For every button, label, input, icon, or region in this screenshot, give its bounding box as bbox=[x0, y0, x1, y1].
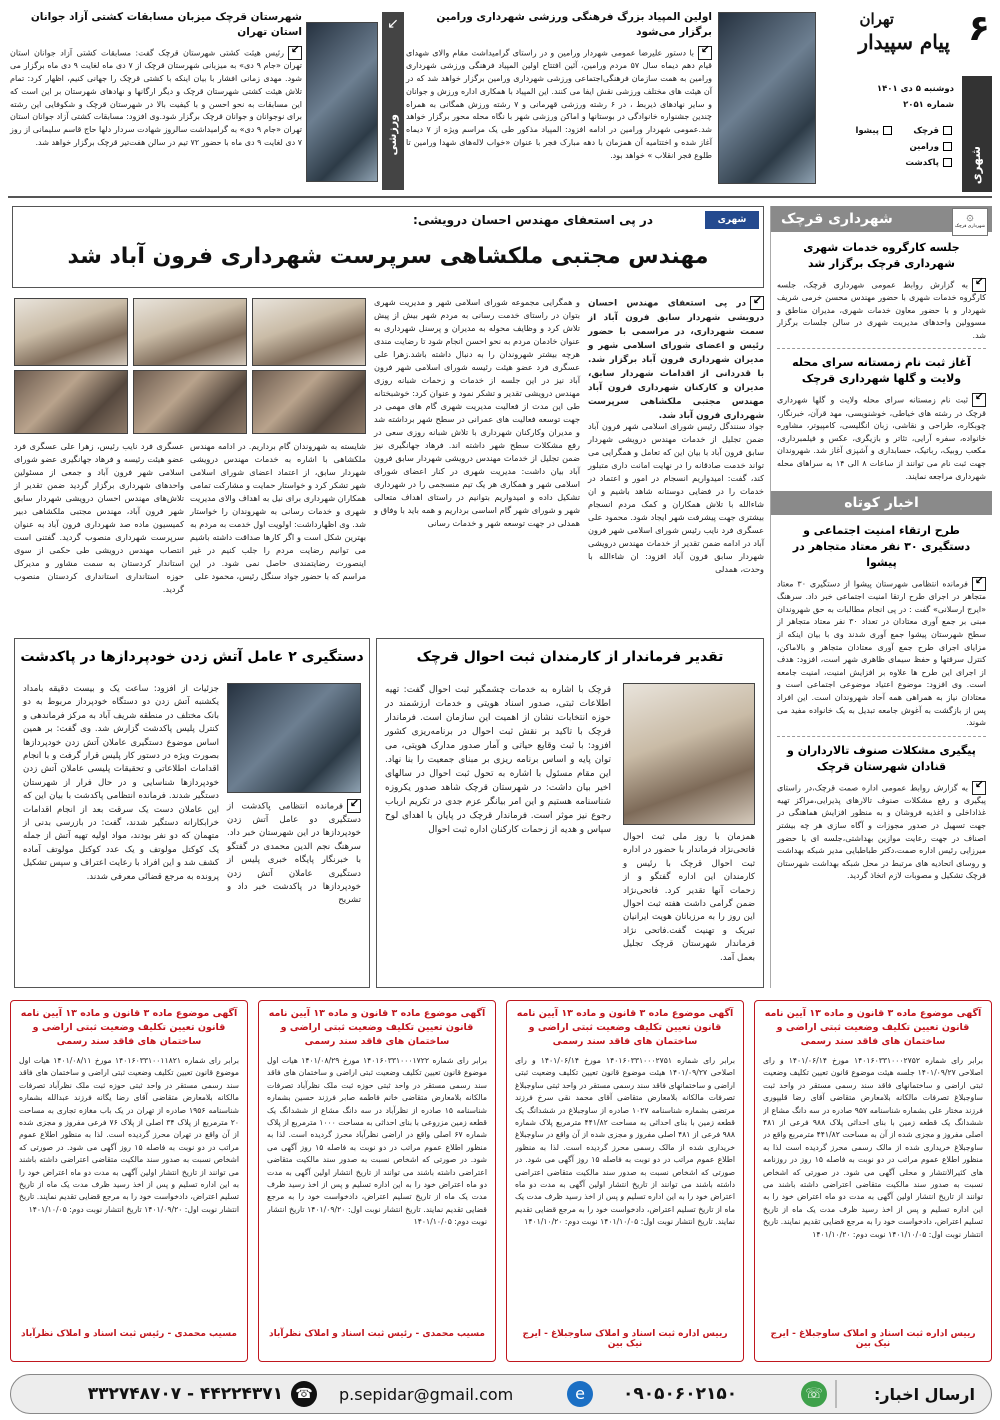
logo-top: تهران bbox=[859, 10, 894, 28]
main-lead: ↙در پی استعفای مهندس احسان درویشی شهردار سابق فرون آباد از سمت شهرداری، در مراسمی با حضور رئیس و اعضای شورای اسلامی شهر و مدیران شهرداری فرون آباد برگزار شد. با قدردانی از اقدامات شهردار سابق، مدیران و کارکنان شهرداری فرون آباد مهندس مجتبی ملکشاهی سرپرست شهرداری فرون آباد شد. bbox=[588, 296, 764, 416]
story-photo-man bbox=[718, 12, 816, 184]
top-story-2 bbox=[10, 10, 302, 190]
footer-sep bbox=[835, 1380, 837, 1408]
ads-row bbox=[10, 1000, 992, 1362]
story-body-left: جزئیات از افزود: ساعت یک و بیست دقیقه بامداد یکشنبه آتش زدن دو دستگاه خودپرداز مربوط به دو بانک مختلف در منطقه شریف آباد به مرکز فرماندهی و کنترل پلیس پاکدشت گزارش شد. وی گفت: بر همین اساس موضوع دستگیری عاملان آتش زدن خودپردازها بصورت ویژه در دستور کار پلیس قرار گرفت و با انجام اقدامات اطلاعاتی و تحقیقات پلیسی عاملان آتش زدن خودپردازها شناسایی و در حال فرار از شهرستان دستگیر شدند. فرمانده انتظامی پاکدشت با بیان این که این عاملان دست یک سرقت بعد از انجام اقدامات خرابکارانه دستگیر شدند، گفت: در بازرسی بدنی از متهمان که دو نفر بودند، مواد اولیه تهیه آتش از جمله یک کوکتل مولوتف و یک عدد کوکتل مولوتف آماده کشف شد و این افراد با رعایت اعتراف و سپس تشکیل پرونده به مرجع قضائی معرفی شدند. bbox=[23, 684, 219, 882]
story-arrest bbox=[14, 638, 370, 988]
meeting-photo bbox=[14, 370, 128, 434]
ad-title: آگهی موضوع ماده ۳ قانون و ماده ۱۳ آیین نامه قانون تعیین تکلیف وضعیت ثبتی اراضی و ساختمان های فاقد سند رسمی bbox=[20, 1008, 238, 1047]
city-item: پاکدشت bbox=[905, 158, 939, 168]
main-column-3: شایسته به شهروندان گام برداریم. در ادامه مهندس ملکشاهی با اشاره به خدمات مهندس درویشی شهردار سابق، از اعتماد اعضای شورای اسلامی شهر تشکر کرد و خواستار حمایت و مشارکت تمامی همکاران شهرداری برای نیل به اهداف والای مدیریت شهری و خدمات رسانی به شهروندان را خواستار شد. وی اظهارداشت: اولویت اول خدمت به مردم به بهترین شکل است و اگر کارها صداقت داشته باشیم می توانیم رضایت مردم را جلب کنیم در غیر اینصورت رضایتمندی حاصل نمی شود. در این مراسم که با حضور جواد سنگل رئیس، محمود علی bbox=[190, 441, 366, 581]
main-headline: مهندس مجتبی ملکشاهی سرپرست شهرداری فرون آباد شد bbox=[67, 244, 709, 269]
sidebar-item-title: طرح ارتقاء امنیت اجتماعی و دستگیری ۳۰ نفر معتاد متجاهر در پیشوا bbox=[792, 524, 971, 570]
sidebar-item-body: ↙به گزارش روابط عمومی شهرداری قرچک، جلسه کارگروه خدمات شهری با حضور مهندس محسن خرمی شریف شهردار و با حضور معاون خدمات شهری، مدیران مناطق و مسوولین واحدهای مدیریت شهری در سالن جلسات برگزار شد. bbox=[777, 278, 986, 342]
ad-signature: مسیب محمدی - رئیس ثبت اسناد و املاک نظرآباد bbox=[21, 1329, 237, 1339]
legal-ad bbox=[506, 1000, 744, 1362]
ad-body: برابر رای شماره ۱۴۰۱۶۰۳۳۱۰۰۰۲۷۵۲ مورخ ۱۴۰۱/۰۶/۱۴ و رای اصلاحی ۱۴۰۱/۰۹/۲۷ جلسه هیئت موضوع قانون تعیین تکلیف وضعیت ثبتی اراضی و ساختمانهای فاقد سند رسمی مستقر در واحد ثبت ساوجبلاغ تصرفات مالکانه بلامعارض متقاضی آقای رضا قلیپوری فرزند مختار علی بشماره شناسنامه ۹۵۷ صادره در سه دانگ مشاع از ششدانگ یک قطعه زمین با بنای احداثی پلاک ۹۸۸ فرعی از ۴۸۱ اصلی مفروز و مجزی شده از آن به مساحت ۴۴۱/۸۲ مترمربع واقع در ساوجبلاغ خریداری شده از مالک رسمی محرز گردیده است لذا به منظور اطلاع عموم مراتب در دو نوبت به فاصله ۱۵ روز در روزنامه های کثیرالانتشار و محلی آگهی می شود. در صورتی که اشخاص نسبت به صدور سند مالکیت متقاضی اعتراضی داشته باشند می توانند از تاریخ انتشار اولین آگهی به مدت دو ماه اعتراض خود را به این اداره تسلیم و پس از اخذ رسید ظرف مدت یک ماه از تاریخ تسلیم اعتراض، دادخواست خود را به مرجع قضایی تقدیم نمایند. تاریخ انتشار نوبت اول: ۱۴۰۱/۱۰/۰۵ نوبت دوم: ۱۴۰۱/۱۰/۲۰ bbox=[763, 1056, 983, 1239]
arrow-icon bbox=[347, 799, 361, 813]
divider bbox=[777, 736, 986, 737]
legal-ad bbox=[258, 1000, 496, 1362]
story-farmandar bbox=[376, 638, 764, 988]
issue-number: شماره ۲۰۵۱ bbox=[903, 100, 954, 110]
checkbox-icon bbox=[943, 142, 952, 151]
checkbox-icon bbox=[883, 126, 892, 135]
publish-date: دوشنبه ۵ دی ۱۴۰۱ bbox=[876, 84, 954, 94]
story-body-right: ↙فرمانده انتظامی پاکدشت از دستگیری دو عامل آتش زدن خودپردازها در این شهرستان خبر داد. سرهنگ نجم الدین محمدی در گفتگو با خبرنگار پایگاه خبری پلیس از دستگیری عاملان آتش زدن خودپردازها در پاکدشت خبر داد و تشریح bbox=[227, 799, 361, 981]
arrow-icon bbox=[750, 296, 764, 310]
kicker: در پی استعفای مهندس احسان درویشی: bbox=[413, 213, 653, 227]
meeting-photo bbox=[133, 298, 247, 366]
story-photo-visit bbox=[623, 683, 755, 825]
sport-tab-label: ورزشی bbox=[386, 114, 399, 156]
main-column-4: عسگری فرد نایب رئیس، زهرا علی عسگری فرد عضو هیئت رئیسه و فرهاد جهانگیری عضو شورای اسلامی شهر فرون آباد و جمعی از مسئولین واحدهای شهرداری برگزار گردید ضمن تقدیر از تلاش‌های مهندس احسان درویشی شهردار سابق شهر فرون آباد، مهندس مجتبی ملکشاهی دبیر کمیسیون ماده صد شهرداری فرون آباد به عنوان سرپرست شهرداری منصوب گردید. گفتنی است انتصاب مهندس درویشی طی حکمی از سوی استاندار کردستان به سمت مشاور و مدیرکل حوزه استانداری استانداری کردستان منصوب گردید. bbox=[14, 441, 184, 594]
phone-icon: ☎ bbox=[291, 1381, 317, 1407]
section-tab-city bbox=[962, 76, 992, 192]
footer-bar bbox=[10, 1374, 992, 1414]
municipality-logo: ۞ شهرداری قرچک bbox=[952, 208, 988, 236]
story-photo-atm bbox=[227, 683, 361, 793]
ad-title: آگهی موضوع ماده ۳ قانون و ماده ۱۳ آیین نامه قانون تعیین تکلیف وضعیت ثبتی اراضی و ساختمان های فاقد سند رسمی bbox=[268, 1008, 486, 1047]
arrow-icon bbox=[972, 278, 986, 292]
story-body: ↙با دستور علیرضا عمومی شهردار ورامین و در راستای گرامیداشت مقام والای شهدای قیام دهم دیماه سال ۵۷ مردم ورامین، آئین افتتاح اولین المپیاد فرهنگی ورزشی شهرداری ورامین به همت سازمان فرهنگی‌اجتماعی ورزشی شهرداری ورامین برگزار خواهد شد که در آن هیئت های مختلف ورزشی نقش ایفا می کنند. این المپیاد با همکاری اداره ورزش و جوانان و سایر نهادهای ذیربط ، در ۶ رشته ورزشی قهرمانی و ۷ رشته ورزش همگانی به همراه چندین جشنواره خانوادگی در بوستانها و اماکن ورزشی شهر با نگاه محله محور برگزار خواهد شد.عمومی شهردار ورامین در ادامه افزود: المپیاد مذکور طی یک مراسم ویژه از ۷ دیماه آغاز شده و اختتامیه آن همزمان با دهه مبارک فجر با عنوان «خواب لاله‌های شهدا ورامین تا طلوع فجر انقلاب » خواهد بود. bbox=[406, 46, 712, 163]
meeting-photo bbox=[14, 298, 128, 366]
page-number: ۶ bbox=[968, 8, 990, 49]
sidebar-item-body: ↙به گزارش روابط عمومی اداره صمت قرچک،در راستای پیگیری و رفع مشکلات صنوف تالارهای پذیرایی،مراکز تهیه غذاداخلی و اغذیه فروشان و به منظور افزایش هماهنگی در جهت تسهیل در صدور مجوزات و آگاه سازی هر چه بیشتر اصناف در جهت رعایت موازین بهداشتی،جلسه ای با حضور میرزایی رئیس اداره صمت،دکتر طباطبایی مدیر شبکه بهداشت و روسای اتحادیه های مرتبط در محل شبکه بهداشت شهرستان قرچک تشکیل و مصوبات لازم اتخاذ گردید. bbox=[777, 781, 986, 883]
sidebar-item-title: آغاز ثبت نام زمستانه سرای محله ولایت و گلها شهرداری قرچک bbox=[792, 356, 971, 386]
footer-phones: ۳۳۲۷۴۸۷۰۷ - ۴۴۲۲۴۳۷۱ bbox=[87, 1384, 283, 1404]
story-body-left: قرچک با اشاره به خدمات چشمگیر ثبت احوال گفت: تهیه اطلاعات ثبتی، صدور اسناد هویتی و خدمات ارزشمند در حوزه انتخابات نشان از اهمیت این سازمان است. فرماندار قرچک با تاکید بر نقش ثبت احوال در برنامه‌ریزی کشور افزود: با ثبت وقایع حیاتی و آمار صدور مدارک هویتی، می توان پایه و اساس برنامه ریزی بر مبنای جمعیت را بنا نهاد. این مقام مسئول با اشاره به تحول ثبت احوال در سالهای اخیر بیان داشت: در شهرستان قرچک شاهد صدور یکروزه شناسنامه هستیم و این امر بیانگر عزم جدی در تکریم ارباب رجوع نیز موثر است. فرماندار قرچک در پایان با اهدای لوح سپاس و هدیه از زحمات کارکنان اداره ثبت احوال bbox=[385, 685, 611, 835]
section-badge: شهری bbox=[705, 211, 759, 229]
sidebar-item-title: جلسه کارگروه خدمات شهری شهرداری قرچک برگزار شد bbox=[803, 241, 960, 270]
short-news-header bbox=[771, 491, 992, 515]
main-headline-box bbox=[12, 206, 764, 288]
ad-signature: رییس اداره ثبت اسناد و املاک ساوجبلاغ - ایرج نیک بین bbox=[522, 1329, 728, 1349]
footer-label: ارسال اخبار: bbox=[873, 1384, 975, 1404]
top-story-1 bbox=[406, 10, 712, 190]
ad-title: آگهی موضوع ماده ۳ قانون و ماده ۱۳ آیین نامه قانون تعیین تکلیف وضعیت ثبتی اراضی و ساختمان های فاقد سند رسمی bbox=[764, 1008, 982, 1047]
checkbox-icon bbox=[943, 126, 952, 135]
story-title: دستگیری ۲ عامل آتش زدن خودپردازها در پاکدشت bbox=[20, 649, 364, 665]
ad-body: برابر رای شماره ۱۴۰۱۶۰۳۳۱۰۰۰۱۷۲۲ مورخ ۱۴۰۱/۰۸/۲۹ هیات اول موضوع قانون تعیین تکلیف وضعیت ثبتی اراضی و ساختمان های فاقد سند رسمی مستقر در واحد ثبتی حوزه ثبت ملک نظرآباد تصرفات مالکانه بلامعارض متقاضی خانم فاطمه صابر فرزند حسین بشماره شناسنامه ۱۵ صادره از نظرآباد در سه دانگ مشاع از ششدانگ یک قطعه زمین مزروعی با بنای احداثی به مساحت ۱۰۰۰ مترمربع از پلاک شماره ۶۷ اصلی واقع در اراضی نظرآباد محرز گردیده است. لذا به منظور اطلاع عموم مراتب در دو نوبت به فاصله ۱۵ روز آگهی می شود. در صورتی که اشخاص نسبت به صدور سند مالکیت متقاضی اعتراضی داشته باشند می توانند از تاریخ انتشار اولین آگهی به مدت دو ماه اعتراض خود را به این اداره تسلیم و پس از اخذ رسید ظرف مدت یک ماه از تاریخ تسلیم اعتراض، دادخواست خود را به مرجع قضایی تقدیم نمایند. تاریخ انتشار نوبت اول: ۱۴۰۱/۰۹/۲۰ تاریخ انتشار نوبت دوم: ۱۴۰۱/۱۰/۰۵ bbox=[267, 1056, 487, 1227]
top-divider bbox=[8, 196, 992, 198]
arrow-icon bbox=[698, 46, 712, 60]
sidebar-item-body: ↙فرمانده انتظامی شهرستان پیشوا از دستگیری ۳۰ معتاد متجاهر در اجرای طرح ارتقا امنیت اجتماعی خبر داد. سرهنگ «ایرج ارسلانی» گفت : در پی انجام مطالبات به حق شهروندان مبنی بر جمع آوری معتادان در تعداد ۳۰ نفر معتاد متجاهر از سطح شهرستان پیشوا جمع آوری شدند وی با بیان اینکه از مزایای اجرای طرح جمع آوری معتادان متجاهر و بالاماکن، کنترل سرقتها و حفظ سیمای ظاهری شهر است، افزود: هدف از اجرای این طرح ها علاوه بر افزایش امنیت، امنیت جامعه است. وی افزود: موضوع اعتیاد موضوعی اجتماعی است و معتادان نیاز به همراهی همه آحاد شهروندان است. این افراد پس از بازگشت به آغوش جامعه تبدیل به یک خانواده مفید می شوند. bbox=[777, 577, 986, 730]
ad-body: برابر رای شماره ۱۴۰۱۶۰۳۳۱۰۰۰۲۷۵۱ مورخ ۱۴۰۱/۰۶/۱۴ و رای اصلاحی ۱۴۰۱/۰۹/۲۷ هیئت موضوع قانون تعیین تکلیف وضعیت ثبتی اراضی و ساختمانهای فاقد سند رسمی مستقر در واحد ثبتی ساوجبلاغ تصرفات مالکانه بلامعارض متقاضی آقای محمد نقی سرخ فرزند مرتضی بشماره شناسنامه ۱۰۲۷ صادره از ساوجبلاغ در ششدانگ یک قطعه زمین با بنای احداثی به مساحت ۴۴۱/۸۲ مترمربع پلاک شماره ۹۸۸ فرعی از ۴۸۱ اصلی مفروز و مجزی شده از آن واقع در ساوجبلاغ خریداری شده از مالک رسمی محرز گردیده است. لذا به منظور اطلاع عموم مراتب در دو نوبت به فاصله ۱۵ روز آگهی می شود. در صورتی که اشخاص نسبت به صدور سند مالکیت متقاضی اعتراضی داشته باشند می توانند از تاریخ انتشار اولین آگهی به مدت دو ماه اعتراض خود را به این اداره تسلیم و پس از اخذ رسید ظرف مدت یک ماه از تاریخ تسلیم اعتراض، دادخواست خود را به مرجع قضایی تقدیم نمایند. تاریخ انتشار نوبت اول: ۱۴۰۱/۱۰/۰۵ نوبت دوم: ۱۴۰۱/۱۰/۲۰ bbox=[515, 1056, 735, 1227]
divider bbox=[777, 348, 986, 349]
story-body: ↙رئیس هیئت کشتی شهرستان قرچک گفت: مسابقات کشتی آزاد جوانان استان تهران «جام ۹ دی» به میزبانی شهرستان قرچک از ۷ دی ماه لغایت ۹ دی ماه برگزار می شود. مهدی زمانی افشار با بیان اینکه با کشتی قرچک را جهانی کنیم، اظهار کرد: تمام تلاش هیئت کشتی شهرستان قرچک و دیگر ارگانها و نهادهای شهرستان بر این است که این مسابقات به نحو احسن و با کیفیت بالا در شهرستان قرچک و شکوفایی این رشته برای نوجوانان و جوانان قرچک برگزار شود.وی افزود: مسابقات کشتی آزاد جوانان استان تهران «جام ۹ دی» به گرامیداشت سالروز شهادت سردار دلها حاج قاسم سلیمانی از روز ۷ دی لغایت ۹ دی ماه با حضور ۷۲ تیم در سالن هفت‌تیر قرچک برگزار خواهد شد. bbox=[10, 46, 302, 150]
whatsapp-icon: ☏ bbox=[801, 1381, 827, 1407]
masthead bbox=[822, 8, 992, 192]
main-column-2: و همگرایی مجموعه شورای اسلامی شهر و مدیریت شهری بتوان در راستای خدمت رسانی به مردم شهر بیش از پیش تلاش کرد و وظایف محوله به مدیران و پرسنل شهرداری به عنوان خادمان مردم به نحو احسن انجام شود تا رضایت مندی هرچه بیشتر شهروندان را به دنبال داشته باشد.زهرا علی عسگری فرد عضو هیئت رئیسه شورای اسلامی شهر فرون آباد نیز در این جلسه از خدمات و زحمات شبانه روزی مهندس درویشی تقدیر و تشکر نمود و عنوان کرد: خوشبختانه طی این مدت از فعالیت مدیریت شهری گام های مهمی در جهت توسعه فعالیت های عمرانی در سطح شهر برداشته شد و مدیران وکارکنان شهرداری با تلاش شبانه روزی سعی در رفع مشکلات سطح شهر داشته اند. فرهاد جهانگیری نیز ضمن تجلیل از خدمات مهندس درویشی شهردار سابق فرون آباد بیان داشت: مدیریت شهری در کنار اعضای شورای اسلامی شهر و همکاری هر یک تیم منسجمی را در شهرداری تشکیل داده و امیدواریم بتوانیم در راستای اهداف متعالی شهر و شورای شهر گام اساسی برداریم و همه باید با وفاق و همدلی در جهت توسعه شهر و خدمات رسانی bbox=[374, 297, 580, 528]
meeting-photo bbox=[133, 370, 247, 434]
city-item: ورامین bbox=[909, 142, 939, 152]
photo-collage bbox=[14, 298, 366, 434]
sidebar-item-title: پیگیری مشکلات صنوف تالارداران و قنادان شهرستان قرچک bbox=[787, 743, 976, 773]
story-body-right: همزمان با روز ملی ثبت احوال فاتحی‌نژاد فرماندار با حضور در اداره ثبت احوال قرچک با رئیس و کارمندان این اداره گفتگو و از زحمات آنها تقدیر کرد. فاتحی‌نژاد ضمن گرامی داشت هفته ثبت احوال این روز را به مرزبانان هویت ایرانیان تبریک و تهنیت گفت.فاتحی نژاد فرماندار شهرستان قرچک تجلیل بعمل آمد. bbox=[623, 832, 755, 963]
ad-signature: مسیب محمدی - رئیس ثبت اسناد و املاک نظرآباد bbox=[269, 1329, 485, 1339]
arrow-icon bbox=[972, 781, 986, 795]
arrow-icon bbox=[972, 393, 986, 407]
story-title: شهرستان قرچک میزبان مسابقات کشتی آزاد جوانان استان تهران bbox=[30, 11, 302, 38]
short-news-title: اخبار کوتاه bbox=[844, 495, 919, 512]
legal-ad bbox=[10, 1000, 248, 1362]
section-tab-label: شهری bbox=[969, 146, 983, 185]
legal-ad bbox=[754, 1000, 992, 1362]
sidebar-item-body: ↙ثبت نام زمستانه سرای محله ولایت و گلها شهرداری قرچک در رشته های خیاطی، خوشنویسی، مهد قرآن، خبرنگار، چوبکاره، طراحی و نقاشی، زبان انگلیسی، کامپیوتر، مشاوره خانواده، سفره آرایی، تئاتر و بازیگری، عکس و فیلمبرداری، مکعب روبیک، رباتیک، حسابداری و آشپزی آغاز شد. شهروندان جهت ثبت نام می توانند از ساعات ۸ الی ۱۴ به سراهای محله شهرداری مراجعه نمایند. bbox=[777, 393, 986, 483]
meeting-photo bbox=[252, 370, 366, 434]
ad-body: برابر رای شماره ۱۴۰۱۶۰۳۳۱۰۰۱۱۸۲۱ مورخ ۱۴۰۱/۰۸/۱۱ هیات اول موضوع قانون تعیین تکلیف وضعیت ثبتی اراضی و ساختمان های فاقد سند رسمی مستقر در واحد ثبتی حوزه ثبت ملک نظرآباد تصرفات مالکانه بلامعارض متقاضی آقای رضا یگانه فرزند عبدالله بشماره شناسنامه ۱۹۵۶ صادره از تهران در یک باب مغازه تجاری به مساحت ۲۰ مترمربع از پلاک ۳۴ اصلی از پلاک ۷۶ فرعی مفروز و مجزی شده از آن واقع در تهران محرز گردیده است. لذا به منظور اطلاع عموم مراتب در دو نوبت به فاصله ۱۵ روز آگهی می شود. در صورتی که اشخاص نسبت به صدور سند مالکیت متقاضی اعتراضی داشته باشند می توانند از تاریخ انتشار اولین آگهی به مدت دو ماه اعتراض خود را به این اداره تسلیم و پس از اخذ رسید ظرف مدت یک ماه از تاریخ تسلیم اعتراض، دادخواست خود را به مرجع قضایی تقدیم نمایند. تاریخ انتشار نوبت اول: ۱۴۰۱/۰۹/۲۰ تاریخ انتشار نوبت دوم: ۱۴۰۱/۱۰/۰۵ bbox=[19, 1056, 239, 1214]
arrow-icon bbox=[288, 46, 302, 60]
logo-caption: شهرداری قرچک bbox=[954, 224, 986, 229]
sidebar-header-title: شهرداری قرچک bbox=[781, 211, 893, 227]
meeting-photo bbox=[252, 298, 366, 366]
main-column-1: جواد سنندگل رئیس شورای اسلامی شهر فرون آباد ضمن تجلیل از خدمات مهندس درویشی شهردار سابق فرون آباد با بیان این که تعامل و همگرایی می تواند خدمت صادقانه را در نهایت امانت داری متبلور کند، گفت: امیدواریم انسجام در امور و اعتماد در خدمات را در فضایی دوستانه شاهد باشیم و ان شاءالله با تلاش همکاران و کمک مردم انسجام بیشتری جهت پیشرفت شهر ایجاد شود. محمود علی عسگری فرد نایب رئیس شورای اسلامی شهر فرون آباد در ادامه ضمن تقدیر از خدمات مهندس درویشی شهردار سابق فرون آباد افزود: ان شاءالله با وحدت، همدلی bbox=[588, 421, 764, 574]
city-item: قرچک bbox=[913, 126, 939, 136]
story-title: تقدیر فرماندار از کارمندان ثبت احوال قرچک bbox=[416, 649, 724, 665]
arrow-icon: ↙ bbox=[387, 16, 399, 32]
city-list bbox=[826, 126, 952, 168]
ad-title: آگهی موضوع ماده ۳ قانون و ماده ۱۳ آیین نامه قانون تعیین تکلیف وضعیت ثبتی اراضی و ساختمان های فاقد سند رسمی bbox=[516, 1008, 734, 1047]
sport-tab bbox=[382, 12, 404, 190]
newspaper-logo: پیام سپیدار bbox=[858, 30, 950, 54]
footer-email[interactable]: p.sepidar@gmail.com bbox=[339, 1384, 514, 1404]
ad-signature: رییس اداره ثبت اسناد و املاک ساوجبلاغ - ایرج نیک بین bbox=[770, 1329, 976, 1349]
sidebar bbox=[770, 206, 992, 988]
checkbox-icon bbox=[943, 158, 952, 167]
footer-mobile: ۰۹۰۵۰۶۰۲۱۵۰ bbox=[623, 1384, 738, 1404]
city-item: پیشوا bbox=[855, 126, 879, 136]
arrow-icon bbox=[972, 577, 986, 591]
email-icon: e bbox=[567, 1381, 593, 1407]
story-photo-official bbox=[306, 22, 378, 182]
story-title: اولین المپیاد بزرگ فرهنگی ورزشی شهرداری ورامین برگزار می‌شود bbox=[436, 11, 712, 38]
sidebar-header bbox=[771, 206, 992, 232]
